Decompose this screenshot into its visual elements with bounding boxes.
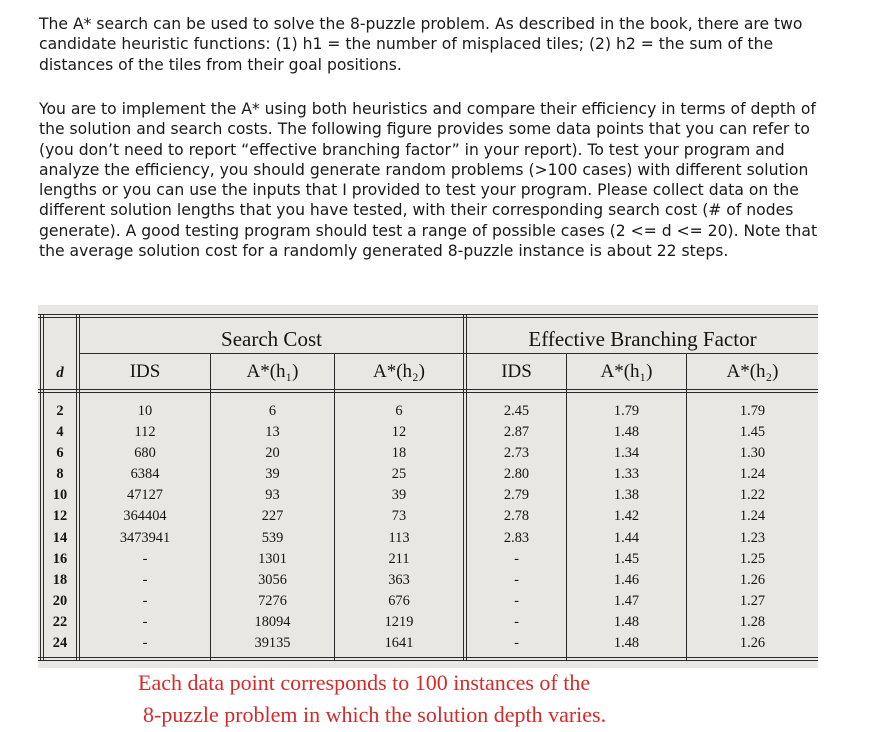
table-cell-ebf-h2: 1.79 — [739, 403, 766, 419]
table-cell-d: 14 — [52, 529, 68, 546]
table-cell-sc-h1: 227 — [261, 508, 284, 525]
table-cell-ebf-h2: 1.24 — [739, 466, 766, 483]
table-cell-ebf-h1: 1.45 — [613, 550, 640, 567]
table-cell-ebf-h2: 1.30 — [739, 445, 766, 462]
table-cell-ebf-ids: - — [514, 550, 519, 567]
search-cost-h1-column — [211, 401, 334, 654]
search-cost-ids-header: IDS — [129, 361, 161, 382]
table-cell-sc-h2: 1219 — [384, 613, 414, 630]
table-cell-ebf-h2: 1.25 — [739, 550, 766, 567]
table-cell-d: 24 — [52, 635, 68, 652]
results-table-figure — [38, 305, 818, 668]
table-cell-ebf-ids: 2.79 — [503, 487, 530, 504]
table-cell-d: 22 — [52, 613, 68, 630]
table-bottom-rule-inner — [38, 660, 818, 661]
table-cell-sc-h1: 39 — [265, 466, 280, 483]
table-cell-sc-ids: 364404 — [123, 508, 167, 525]
table-cell-sc-ids: - — [142, 592, 148, 609]
table-cell-ebf-h2: 1.22 — [739, 487, 766, 504]
table-cell-ebf-ids: - — [514, 613, 519, 630]
table-cell-ebf-ids: - — [514, 592, 519, 609]
instructions-paragraph: You are to implement the A* using both heuristics and compare their efficiency in terms of depth of the solution and search costs. The following figure provides some data points that you can refer to (you don’t need to report “effective branching factor” in your report). To test your program and analyze the efficiency, you should generate random problems (>100 cases) with different solution lengths or you can use the inputs that I provided to test your program. Please collect data on the different solution lengths that you have tested, with their corresponding search cost (# of nodes generate). A good testing program should test a range of possible cases (2 <= d <= 20). Note that the average solution cost for a randomly generated 8-puzzle instance is about 22 steps. — [39, 100, 818, 261]
table-cell-sc-ids: - — [142, 635, 148, 652]
table-cell-d: 10 — [52, 487, 68, 504]
table-cell-d: 12 — [52, 508, 68, 525]
table-cell-sc-h2: 113 — [388, 529, 410, 546]
column-header-rule-inner — [38, 392, 818, 393]
table-cell-sc-h1: 20 — [265, 445, 280, 462]
table-cell-ebf-ids: 2.87 — [503, 424, 530, 441]
ebf-h1-column — [567, 401, 686, 654]
table-cell-ebf-h1: 1.33 — [613, 466, 640, 483]
table-cell-d: 20 — [52, 592, 68, 609]
ebf-group-header: Effective Branching Factor — [528, 327, 757, 351]
table-cell-ebf-h2: 1.45 — [739, 424, 766, 441]
table-cell-sc-ids: - — [142, 613, 148, 630]
table-cell-ebf-h1: 1.42 — [613, 508, 640, 525]
table-cell-sc-h2: 676 — [388, 592, 410, 609]
table-cell-sc-h2: 12 — [391, 424, 407, 441]
table-cell-sc-ids: 6384 — [130, 466, 160, 483]
ebf-ids-column — [467, 401, 566, 654]
table-cell-ebf-h1: 1.46 — [613, 571, 640, 588]
table-cell-d: 16 — [52, 550, 68, 567]
table-cell-ebf-h1: 1.48 — [613, 613, 640, 630]
table-cell-sc-ids: 112 — [134, 424, 156, 441]
search-cost-h2-header: A*(h₂) — [373, 361, 425, 382]
table-cell-sc-h2: 18 — [391, 445, 407, 462]
table-cell-sc-ids: 680 — [134, 445, 156, 462]
ebf-h1-header: A*(h₁) — [600, 361, 653, 382]
table-cell-ebf-h1: 1.47 — [613, 592, 640, 609]
table-bottom-rule — [38, 657, 818, 658]
table-left-border — [40, 314, 41, 661]
table-cell-sc-h2: 363 — [388, 571, 410, 588]
table-cell-sc-h2: 1641 — [384, 635, 414, 652]
table-cell-sc-h2: 6 — [395, 403, 403, 419]
table-cell-ebf-ids: 2.73 — [503, 445, 530, 462]
figure-caption-line-2: 8-puzzle problem in which the solution depth varies. — [143, 702, 607, 727]
table-cell-ebf-h2: 1.27 — [739, 592, 766, 609]
figure-caption-line-1: Each data point corresponds to 100 instances of the — [138, 670, 591, 695]
table-cell-ebf-ids: - — [514, 571, 519, 588]
search-cost-group-header: Search Cost — [221, 327, 322, 351]
table-cell-sc-h1: 13 — [265, 424, 280, 441]
table-cell-ebf-ids: 2.78 — [503, 508, 530, 525]
group-header-rule — [80, 353, 818, 354]
table-cell-ebf-h2: 1.26 — [739, 571, 766, 588]
table-top-rule — [38, 314, 818, 315]
table-cell-sc-h1: 3056 — [258, 571, 287, 588]
depth-column-rule — [76, 314, 77, 661]
table-cell-ebf-h1: 1.48 — [613, 635, 640, 652]
search-cost-ids-column — [80, 401, 210, 654]
ebf-ids-header: IDS — [501, 361, 532, 382]
depth-column-header: d — [56, 365, 64, 381]
table-top-rule-inner — [38, 317, 818, 318]
table-cell-sc-h2: 39 — [391, 487, 407, 504]
table-cell-d: 2 — [56, 403, 64, 419]
table-cell-sc-ids: 47127 — [127, 487, 163, 504]
ebf-h2-header: A*(h₂) — [726, 361, 779, 382]
table-cell-d: 4 — [56, 424, 64, 441]
table-cell-sc-h1: 7276 — [258, 592, 287, 609]
table-cell-ebf-h2: 1.24 — [739, 508, 766, 525]
table-cell-sc-h1: 6 — [268, 403, 277, 419]
table-cell-sc-h2: 211 — [388, 550, 410, 567]
table-cell-d: 6 — [56, 445, 64, 462]
table-cell-ebf-ids: 2.45 — [503, 403, 530, 419]
table-cell-sc-h2: 25 — [391, 466, 407, 483]
table-cell-ebf-h1: 1.34 — [613, 445, 640, 462]
table-cell-sc-h1: 39135 — [254, 635, 291, 652]
table-cell-sc-ids: - — [142, 550, 148, 567]
table-cell-sc-h1: 539 — [261, 529, 284, 546]
intro-paragraph: The A* search can be used to solve the 8-puzzle problem. As described in the book, there are two candidate heuristic functions: (1) h1 = the number of misplaced tiles; (2) h2 = the sum of the distances of the tiles from their goal positions. — [39, 15, 803, 74]
table-cell-ebf-h1: 1.79 — [613, 403, 640, 419]
ebf-h2-column — [687, 401, 818, 654]
search-cost-h1-header: A*(h₁) — [246, 361, 299, 382]
table-cell-sc-h1: 1301 — [258, 550, 287, 567]
table-cell-sc-h1: 93 — [265, 487, 280, 504]
table-cell-ebf-h2: 1.26 — [739, 635, 766, 652]
table-cell-ebf-h1: 1.48 — [613, 424, 640, 441]
table-cell-ebf-ids: - — [514, 635, 519, 652]
depth-column — [44, 401, 76, 654]
table-cell-sc-h2: 73 — [391, 508, 407, 525]
table-cell-ebf-h2: 1.23 — [739, 529, 766, 546]
table-cell-ebf-ids: 2.80 — [503, 466, 530, 483]
table-cell-sc-ids: 10 — [137, 403, 153, 419]
group-divider-rule — [463, 314, 464, 661]
column-header-rule — [38, 389, 818, 390]
table-cell-ebf-h1: 1.44 — [613, 529, 640, 546]
table-cell-d: 8 — [56, 466, 64, 483]
table-cell-sc-ids: 3473941 — [119, 529, 171, 546]
search-cost-h2-column — [335, 401, 463, 654]
table-cell-d: 18 — [52, 571, 68, 588]
table-cell-sc-h1: 18094 — [254, 613, 291, 630]
table-cell-sc-ids: - — [142, 571, 148, 588]
table-cell-ebf-ids: 2.83 — [503, 529, 530, 546]
table-cell-ebf-h2: 1.28 — [739, 613, 766, 630]
table-cell-ebf-h1: 1.38 — [613, 487, 640, 504]
